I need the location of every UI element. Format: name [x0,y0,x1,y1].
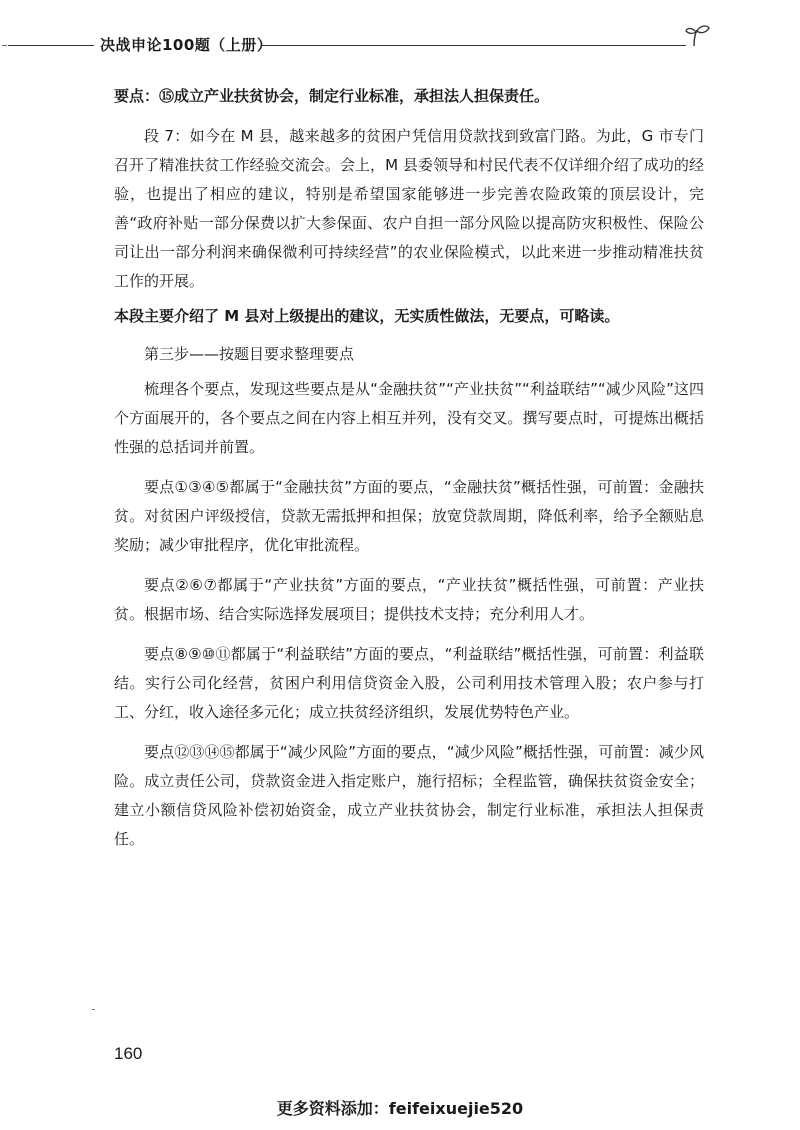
sprout-icon [683,24,713,50]
footer-note: 更多资料添加：feifeixuejie520 [276,1099,524,1118]
interest-linkage-paragraph: 要点⑧⑨⑩⑪都属于“利益联结”方面的要点，“利益联结”概括性强，可前置：利益联结。实行公司化经营，贫困户利用信贷资金入股，公司利用技术管理入股；农户参与打工、分红，收入途径多元化；成立扶贫经济组织，发展优势特色产业。 [114,645,704,721]
key-point-15: 要点：⑮成立产业扶贫协会，制定行业标准，承担法人担保责任。 [114,87,550,105]
risk-reduction-paragraph: 要点⑫⑬⑭⑮都属于“减少风险”方面的要点，“减少风险”概括性强，可前置：减少风险。成立责任公司，贷款资金进入指定账户，施行招标；全程监管，确保扶贫资金安全；建立小额信贷风险补偿初始资金，成立产业扶贫协会，制定行业标准，承担法人担保责任。 [114,743,704,848]
page-body [114,82,704,854]
financial-poverty-alleviation-paragraph: 要点①③④⑤都属于“金融扶贫”方面的要点，“金融扶贫”概括性强，可前置：金融扶贫。对贫困户评级授信，贷款无需抵押和担保；放宽贷款周期，降低利率，给予全额贴息奖励；减少审批程序，优化审批流程。 [114,478,704,554]
running-header [0,28,800,64]
page-number: 160 [114,1044,143,1063]
header-rule-dashed [2,45,7,46]
section-7-paragraph: 段 7：如今在 M 县，越来越多的贫困户凭信用贷款找到致富门路。为此，G 市专门召开了精准扶贫工作经验交流会。会上，M 县委领导和村民代表不仅详细介绍了成功的经验，也提出了相应的建议，特别是希望国家能够进一步完善农险政策的顶层设计，完善“政府补贴一部分保费以扩大参保面、农户自担一部分风险以提高防灾积极性、保险公司让出一部分利润来确保微利可持续经营”的农业保险模式，以此来进一步推动精准扶贫工作的开展。 [114,127,704,290]
header-rule-right [262,45,686,46]
scan-speck [92,1009,95,1010]
step-three-heading: 第三步——按题目要求整理要点 [144,345,355,363]
section-7-summary: 本段主要介绍了 M 县对上级提出的建议，无实质性做法，无要点，可略读。 [114,307,620,325]
book-title: 决战申论100题（上册） [100,36,273,54]
overview-paragraph: 梳理各个要点，发现这些要点是从“金融扶贫”“产业扶贫”“利益联结”“减少风险”这四个方面展开的，各个要点之间在内容上相互并列，没有交叉。撰写要点时，可提炼出概括性强的总括词并前置。 [114,380,704,456]
industrial-poverty-alleviation-paragraph: 要点②⑥⑦都属于“产业扶贫”方面的要点，“产业扶贫”概括性强，可前置：产业扶贫。根据市场、结合实际选择发展项目；提供技术支持；充分利用人才。 [114,576,704,623]
header-rule-left [8,45,94,46]
